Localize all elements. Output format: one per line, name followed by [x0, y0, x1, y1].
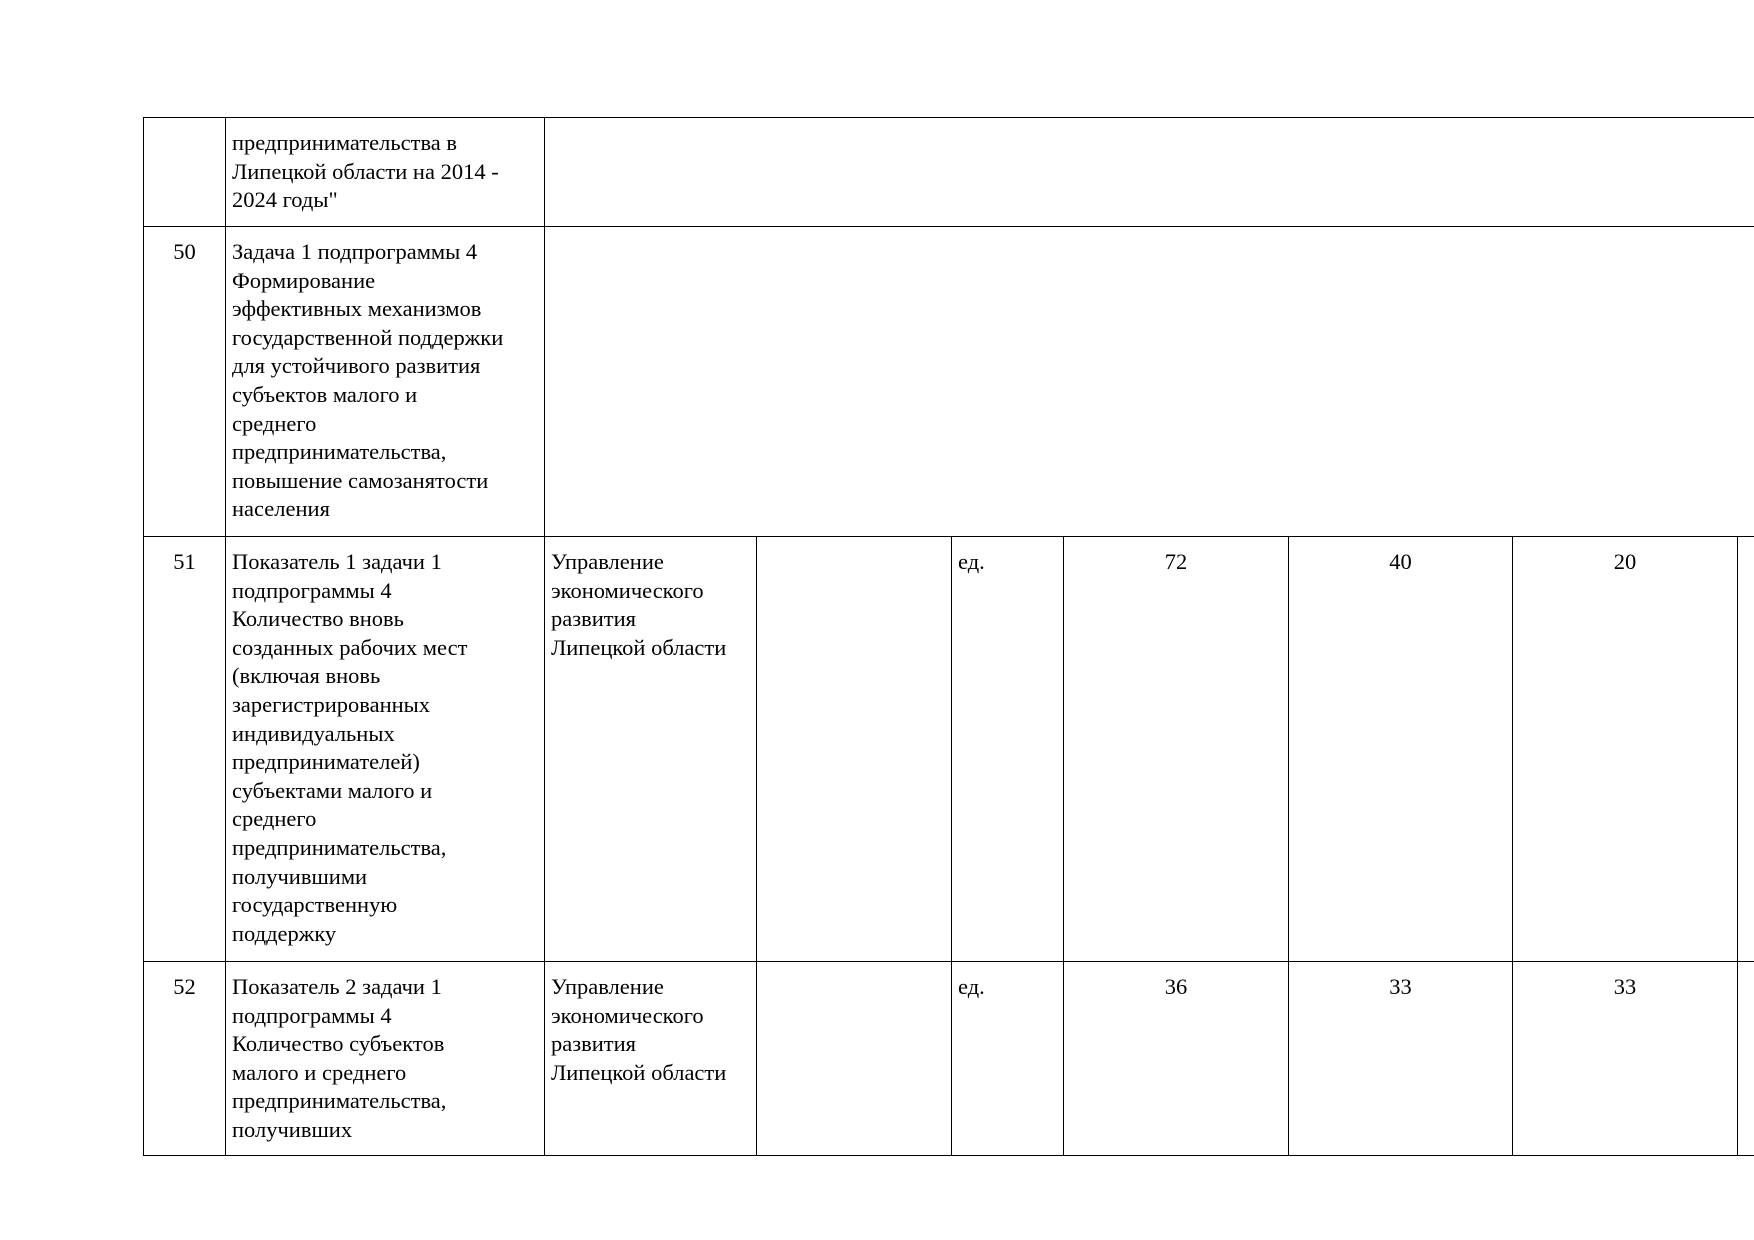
row-number: 50	[144, 227, 226, 537]
value-cell: 72	[1064, 537, 1289, 962]
value-cell: 33	[1513, 962, 1738, 1156]
value-cell: 20	[1513, 537, 1738, 962]
empty-cell	[757, 537, 952, 962]
cut-off-cell	[1738, 537, 1754, 962]
row-number: 51	[144, 537, 226, 962]
table-row	[144, 118, 1754, 227]
table-row	[144, 227, 1754, 537]
table-row	[144, 537, 1754, 962]
table-row	[144, 962, 1754, 1156]
unit-cell: ед.	[952, 537, 1064, 962]
value-cell: 33	[1289, 962, 1513, 1156]
responsible-executor: Управление экономического развития Липецкой области	[545, 537, 757, 962]
responsible-executor: Управление экономического развития Липецкой области	[545, 962, 757, 1156]
row-number: 52	[144, 962, 226, 1156]
row-number	[144, 118, 226, 227]
merged-cell	[545, 227, 1754, 537]
indicator-name: предпринимательства в Липецкой области на 2014 - 2024 годы"	[226, 118, 545, 227]
unit-cell: ед.	[952, 962, 1064, 1156]
indicator-name: Показатель 2 задачи 1 подпрограммы 4 Количество субъектов малого и среднего предпринимательства, получивших	[226, 962, 545, 1156]
value-cell: 36	[1064, 962, 1289, 1156]
indicator-name: Показатель 1 задачи 1 подпрограммы 4 Количество вновь созданных рабочих мест (включая вновь зарегистрированных индивидуальных предпринимателей) субъектами малого и среднего предпринимательства, получившими государственную поддержку	[226, 537, 545, 962]
empty-cell	[757, 962, 952, 1156]
indicators-table	[143, 117, 1754, 1156]
merged-cell	[545, 118, 1754, 227]
cut-off-cell	[1738, 962, 1754, 1156]
indicator-name: Задача 1 подпрограммы 4 Формирование эффективных механизмов государственной поддержки для устойчивого развития субъектов малого и среднего предпринимательства, повышение самозанятости населения	[226, 227, 545, 537]
value-cell: 40	[1289, 537, 1513, 962]
